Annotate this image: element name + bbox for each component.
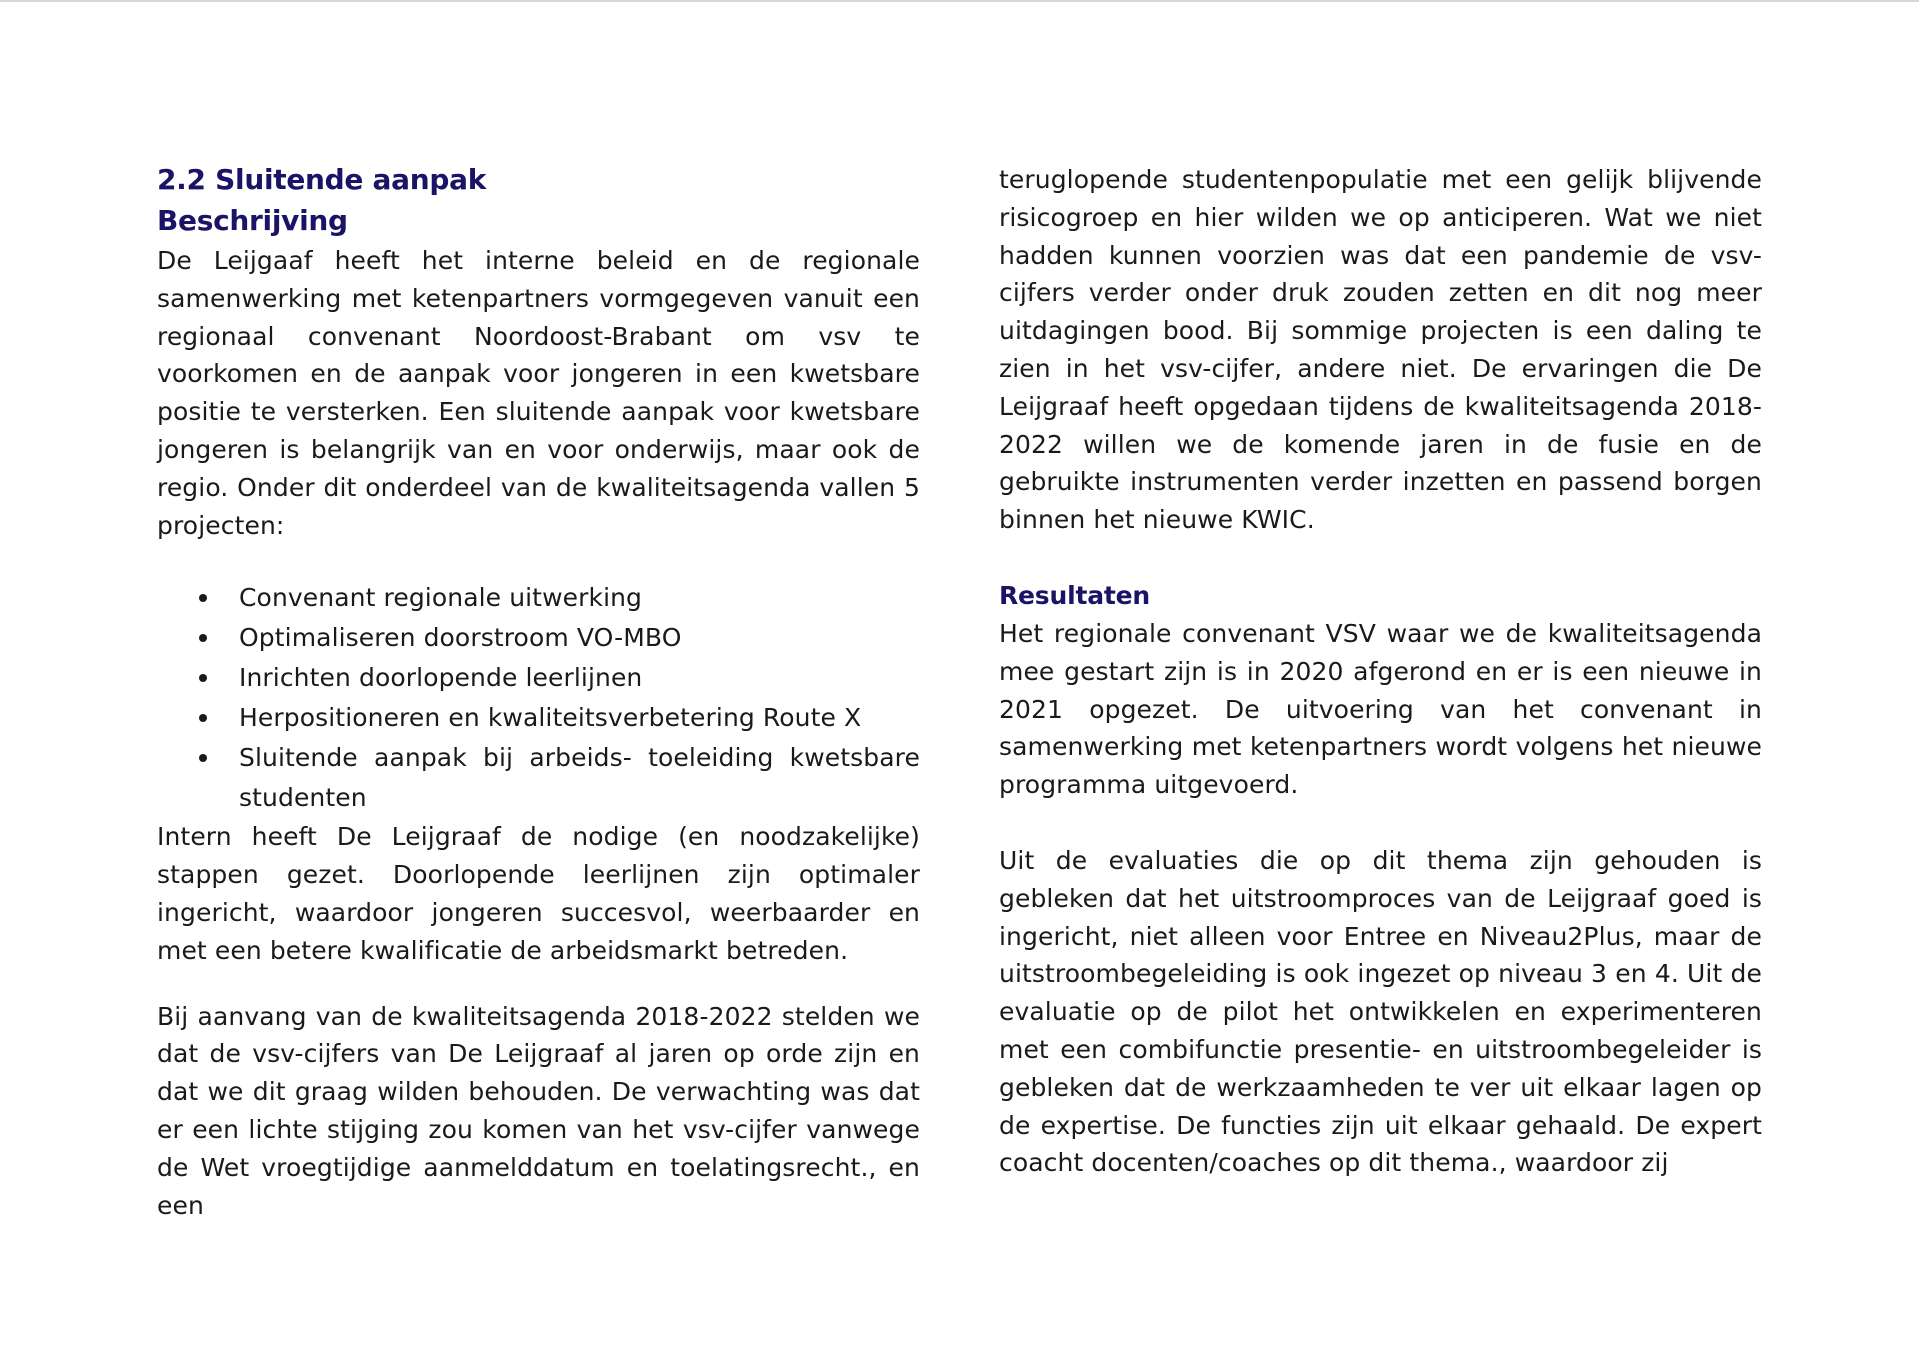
bullet-icon: [199, 674, 207, 682]
top-border: [0, 0, 1919, 2]
start-agenda-paragraph: Bij aanvang van de kwaliteitsagenda 2018-2022 stelden we dat de vsv-cijfers van De Leijgraaf al jaren op orde zijn en dat we dit graag wilden behouden. De verwachting was dat er een lichte stijging zou komen van het vsv-cijfer vanwege de Wet vroegtijdige aanmelddatum en toelatingsrecht., en een: [157, 1001, 920, 1220]
results-heading: Resultaten: [999, 580, 1150, 610]
left-column: [157, 160, 920, 1224]
continuation-paragraph: teruglopende studentenpopulatie met een gelijk blijvende risicogroep en hier wilden we op anticiperen. Wat we niet hadden kunnen voorzien was dat een pandemie de vsv-cijfers verder onder druk zouden zetten en dit nog meer uitdagingen bood. Bij sommige projecten is een daling te zien in het vsv-cijfer, andere niet. De ervaringen die De Leijgraaf heeft opgedaan tijdens de kwaliteitsagenda 2018-2022 willen we de komende jaren in de fusie en de gebruikte instrumenten verder inzetten en passend borgen binnen het nieuwe KWIC.: [999, 165, 1762, 535]
list-item: [239, 738, 920, 818]
intro-paragraph: De Leijgaaf heeft het interne beleid en de regionale samenwerking met ketenpartners vormgegeven vanuit een regionaal convenant Noordoost-Brabant om vsv te voorkomen en de aanpak voor jongeren in een kwetsbare positie te versterken. Een sluitende aanpak voor kwetsbare jongeren is belangrijk van en voor onderwijs, maar ook de regio. Onder dit onderdeel van de kwaliteitsagenda vallen 5 projecten:: [157, 246, 920, 540]
spacer: [157, 970, 920, 998]
bullet-icon: [199, 634, 207, 642]
list-item: [239, 698, 920, 738]
list-item: [239, 578, 920, 618]
bullet-icon: [199, 754, 207, 762]
list-item-label: Inrichten doorlopende leerlijnen: [239, 663, 643, 693]
list-item: [239, 618, 920, 658]
right-column: [999, 161, 1762, 1182]
list-item-label: Herpositioneren en kwaliteitsverbetering Route X: [239, 703, 862, 733]
spacer: [999, 539, 1762, 577]
covenant-paragraph: Het regionale convenant VSV waar we de kwaliteitsagenda mee gestart zijn is in 2020 afgerond en er is een nieuwe in 2021 opgezet. De uitvoering van het convenant in samenwerking met ketenpartners wordt volgens het nieuwe programma uitgevoerd.: [999, 618, 1762, 800]
spacer: [999, 804, 1762, 842]
list-item-label: Sluitende aanpak bij arbeids- toeleiding kwetsbare studenten: [239, 743, 920, 813]
bullet-icon: [199, 594, 207, 602]
bullet-icon: [199, 714, 207, 722]
list-item-label: Optimaliseren doorstroom VO-MBO: [239, 623, 682, 653]
internal-steps-paragraph: Intern heeft De Leijgraaf de nodige (en noodzakelijke) stappen gezet. Doorlopende leerlijnen zijn optimaler ingericht, waardoor jongeren succesvol, weerbaarder en met een betere kwalificatie de arbeidsmarkt betreden.: [157, 822, 920, 965]
list-item: [239, 658, 920, 698]
evaluation-paragraph: Uit de evaluaties die op dit thema zijn gehouden is gebleken dat het uitstroomproces van de Leijgraaf goed is ingericht, niet alleen voor Entree en Niveau2Plus, maar de uitstroombegeleiding is ook ingezet op niveau 3 en 4. Uit de evaluatie op de pilot het ontwikkelen en experimenteren met een combifunctie presentie- en uitstroombegeleider is gebleken dat de werkzaamheden te ver uit elkaar lagen op de expertise. De functies zijn uit elkaar gehaald. De expert coacht docenten/coaches op dit thema., waardoor zij: [999, 845, 1762, 1178]
description-heading: Beschrijving: [157, 204, 348, 237]
project-list: [157, 578, 920, 818]
section-heading: 2.2 Sluitende aanpak: [157, 163, 487, 196]
list-item-label: Convenant regionale uitwerking: [239, 583, 643, 613]
